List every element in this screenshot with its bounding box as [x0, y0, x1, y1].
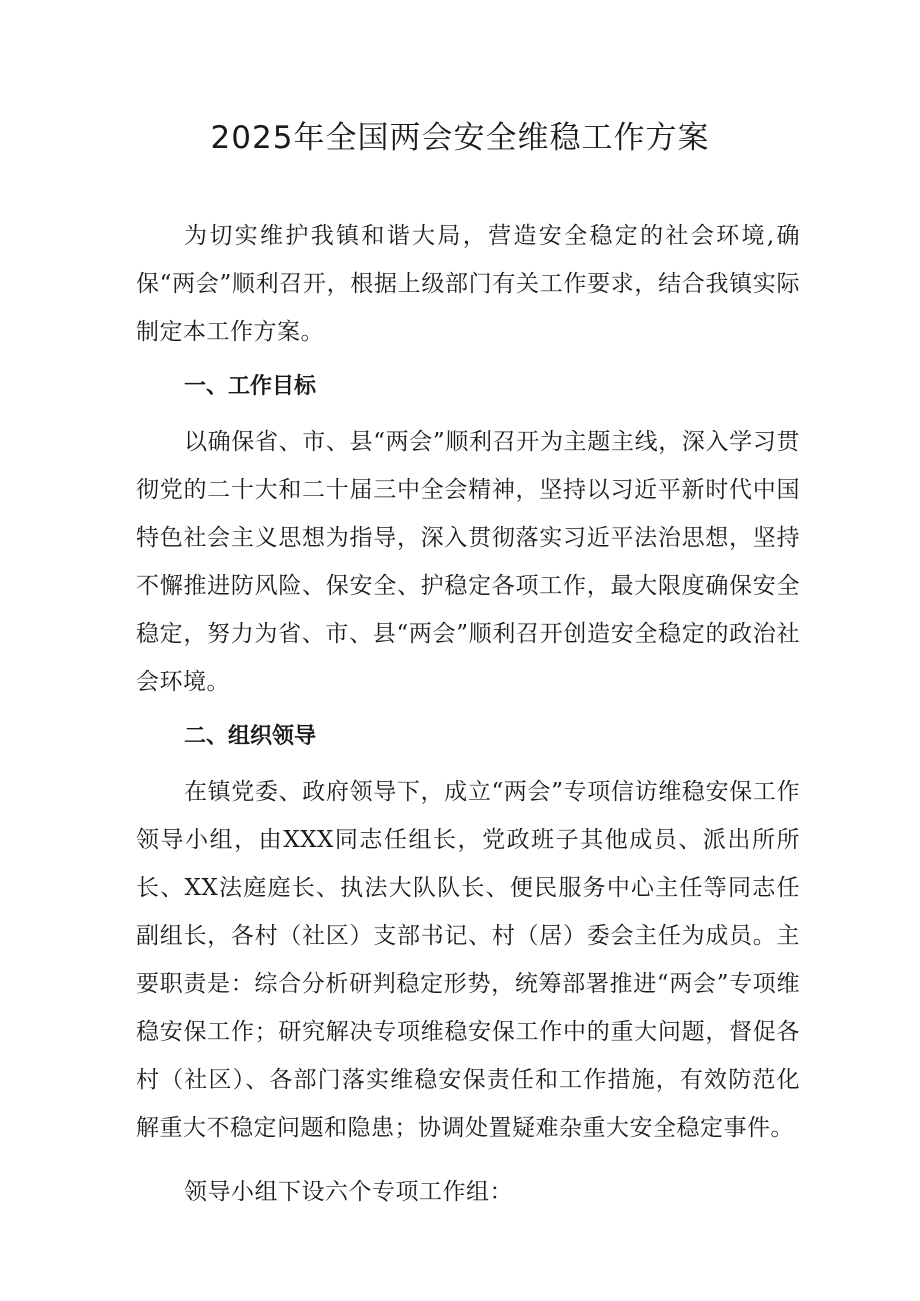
section-heading-organization: 二、组织领导 — [184, 724, 317, 749]
document-title: 2025年全国两会安全维稳工作方案 — [210, 120, 710, 156]
document-body — [136, 212, 800, 1216]
section-paragraph-goals: 以确保省、市、县“两会”顺利召开为主题主线，深入学习贯彻党的二十大和二十届三中全会精神，坚持以习近平新时代中国特色社会主义思想为指导，深入贯彻落实习近平法治思想，坚持不懈推进防风险、保安全、护稳定各项工作，最大限度确保安全稳定，努力为省、市、县“两会”顺利召开创造安全稳定的政治社会环境。 — [136, 429, 800, 695]
section-heading-goals: 一、工作目标 — [184, 374, 317, 399]
section-paragraph-organization: 在镇党委、政府领导下，成立“两会”专项信访维稳安保工作领导小组，由XXX同志任组长，党政班子其他成员、派出所所长、XX法庭庭长、执法大队队长、便民服务中心主任等同志任副组长，各村（社区）支部书记、村（居）委会主任为成员。主要职责是：综合分析研判稳定形势，统筹部署推进“两会”专项维稳安保工作；研究解决专项维稳安保工作中的重大问题，督促各村（社区）、各部门落实维稳安保责任和工作措施，有效防范化解重大不稳定问题和隐患；协调处置疑难杂重大安全稳定事件。 — [136, 779, 800, 1141]
intro-paragraph: 为切实维护我镇和谐大局，营造安全稳定的社会环境,确保“两会”顺利召开，根据上级部门有关工作要求，结合我镇实际制定本工作方案。 — [136, 223, 800, 345]
closing-paragraph: 领导小组下设六个专项工作组： — [184, 1179, 513, 1205]
